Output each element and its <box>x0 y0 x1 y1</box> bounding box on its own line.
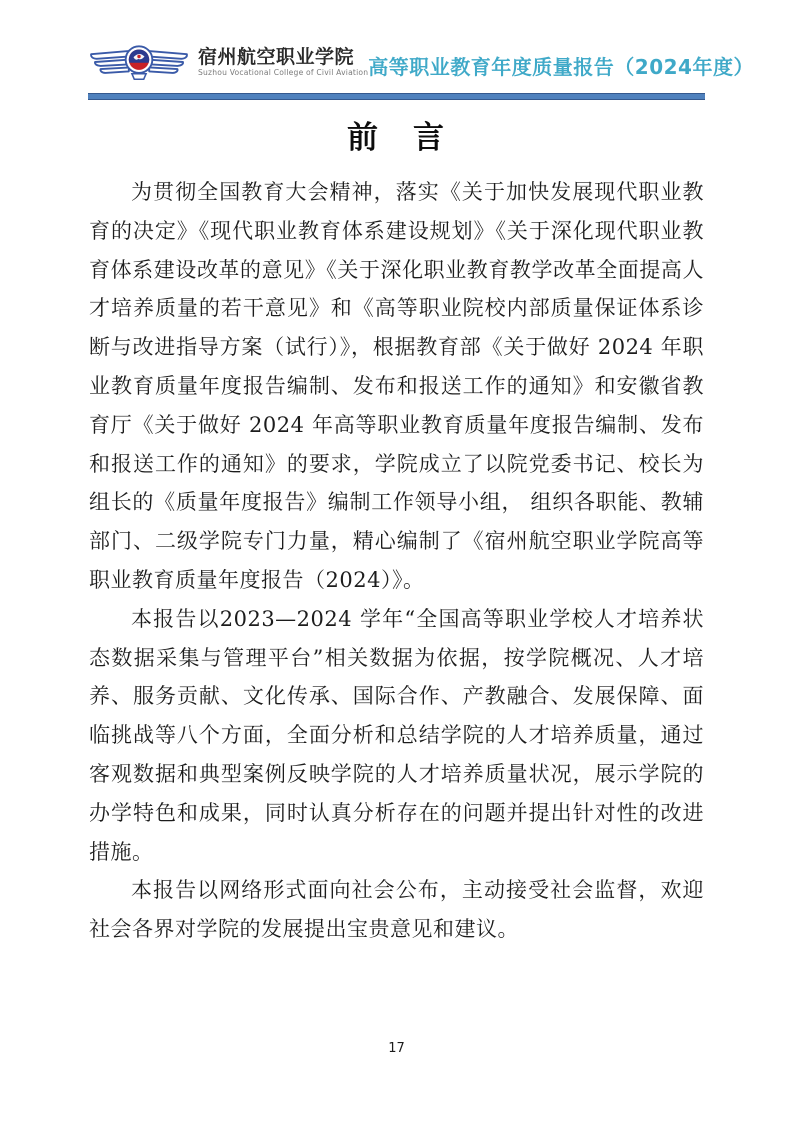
college-name: 宿州航空职业学院 <box>198 46 355 68</box>
college-name-english: Suzhou Vocational College of Civil Aviation <box>198 68 369 77</box>
preface-paragraph-1: 为贯彻全国教育大会精神，落实《关于加快发展现代职业教育的决定》《现代职业教育体系建设规划》《关于深化现代职业教育体系建设改革的意见》《关于深化职业教育教学改革全面提高人才培养质量的若干意见》和《高等职业院校内部质量保证体系诊断与改进指导方案（试行）》，根据教育部《关于做好 2024 年职业教育质量年度报告编制、发布和报送工作的通知》和安徽省教育厅《关于做好 2024 年高等职业教育质量年度报告编制、发布和报送工作的通知》的要求，学院成立了以院党委书记、校长为组长的《质量年度报告》编制工作领导小组， 组织各职能、教辅部门、二级学院专门力量，精心编制了《宿州航空职业学院高等职业教育质量年度报告（2024）》。 <box>89 180 704 592</box>
report-title: 高等职业教育年度质量报告（2024年度） <box>368 54 754 79</box>
header-divider-rule <box>88 93 705 100</box>
page-header <box>88 38 754 86</box>
college-identity <box>198 46 368 78</box>
aviation-winged-emblem-icon <box>88 39 190 85</box>
preface-paragraph-2: 本报告以2023—2024 学年“全国高等职业学校人才培养状态数据采集与管理平台”相关数据为依据，按学院概况、人才培养、服务贡献、文化传承、国际合作、产教融合、发展保障、面临挑战等八个方面，全面分析和总结学院的人才培养质量，通过客观数据和典型案例反映学院的人才培养质量状况，展示学院的办学特色和成果，同时认真分析存在的问题并提出针对性的改进措施。 <box>89 606 704 864</box>
page-title: 前 言 <box>347 120 446 156</box>
college-logo <box>88 39 190 85</box>
preface-body <box>89 173 704 949</box>
page-number: 17 <box>388 1041 405 1056</box>
preface-paragraph-3: 本报告以网络形式面向社会公布，主动接受社会监督，欢迎社会各界对学院的发展提出宝贵意见和建议。 <box>89 878 704 942</box>
